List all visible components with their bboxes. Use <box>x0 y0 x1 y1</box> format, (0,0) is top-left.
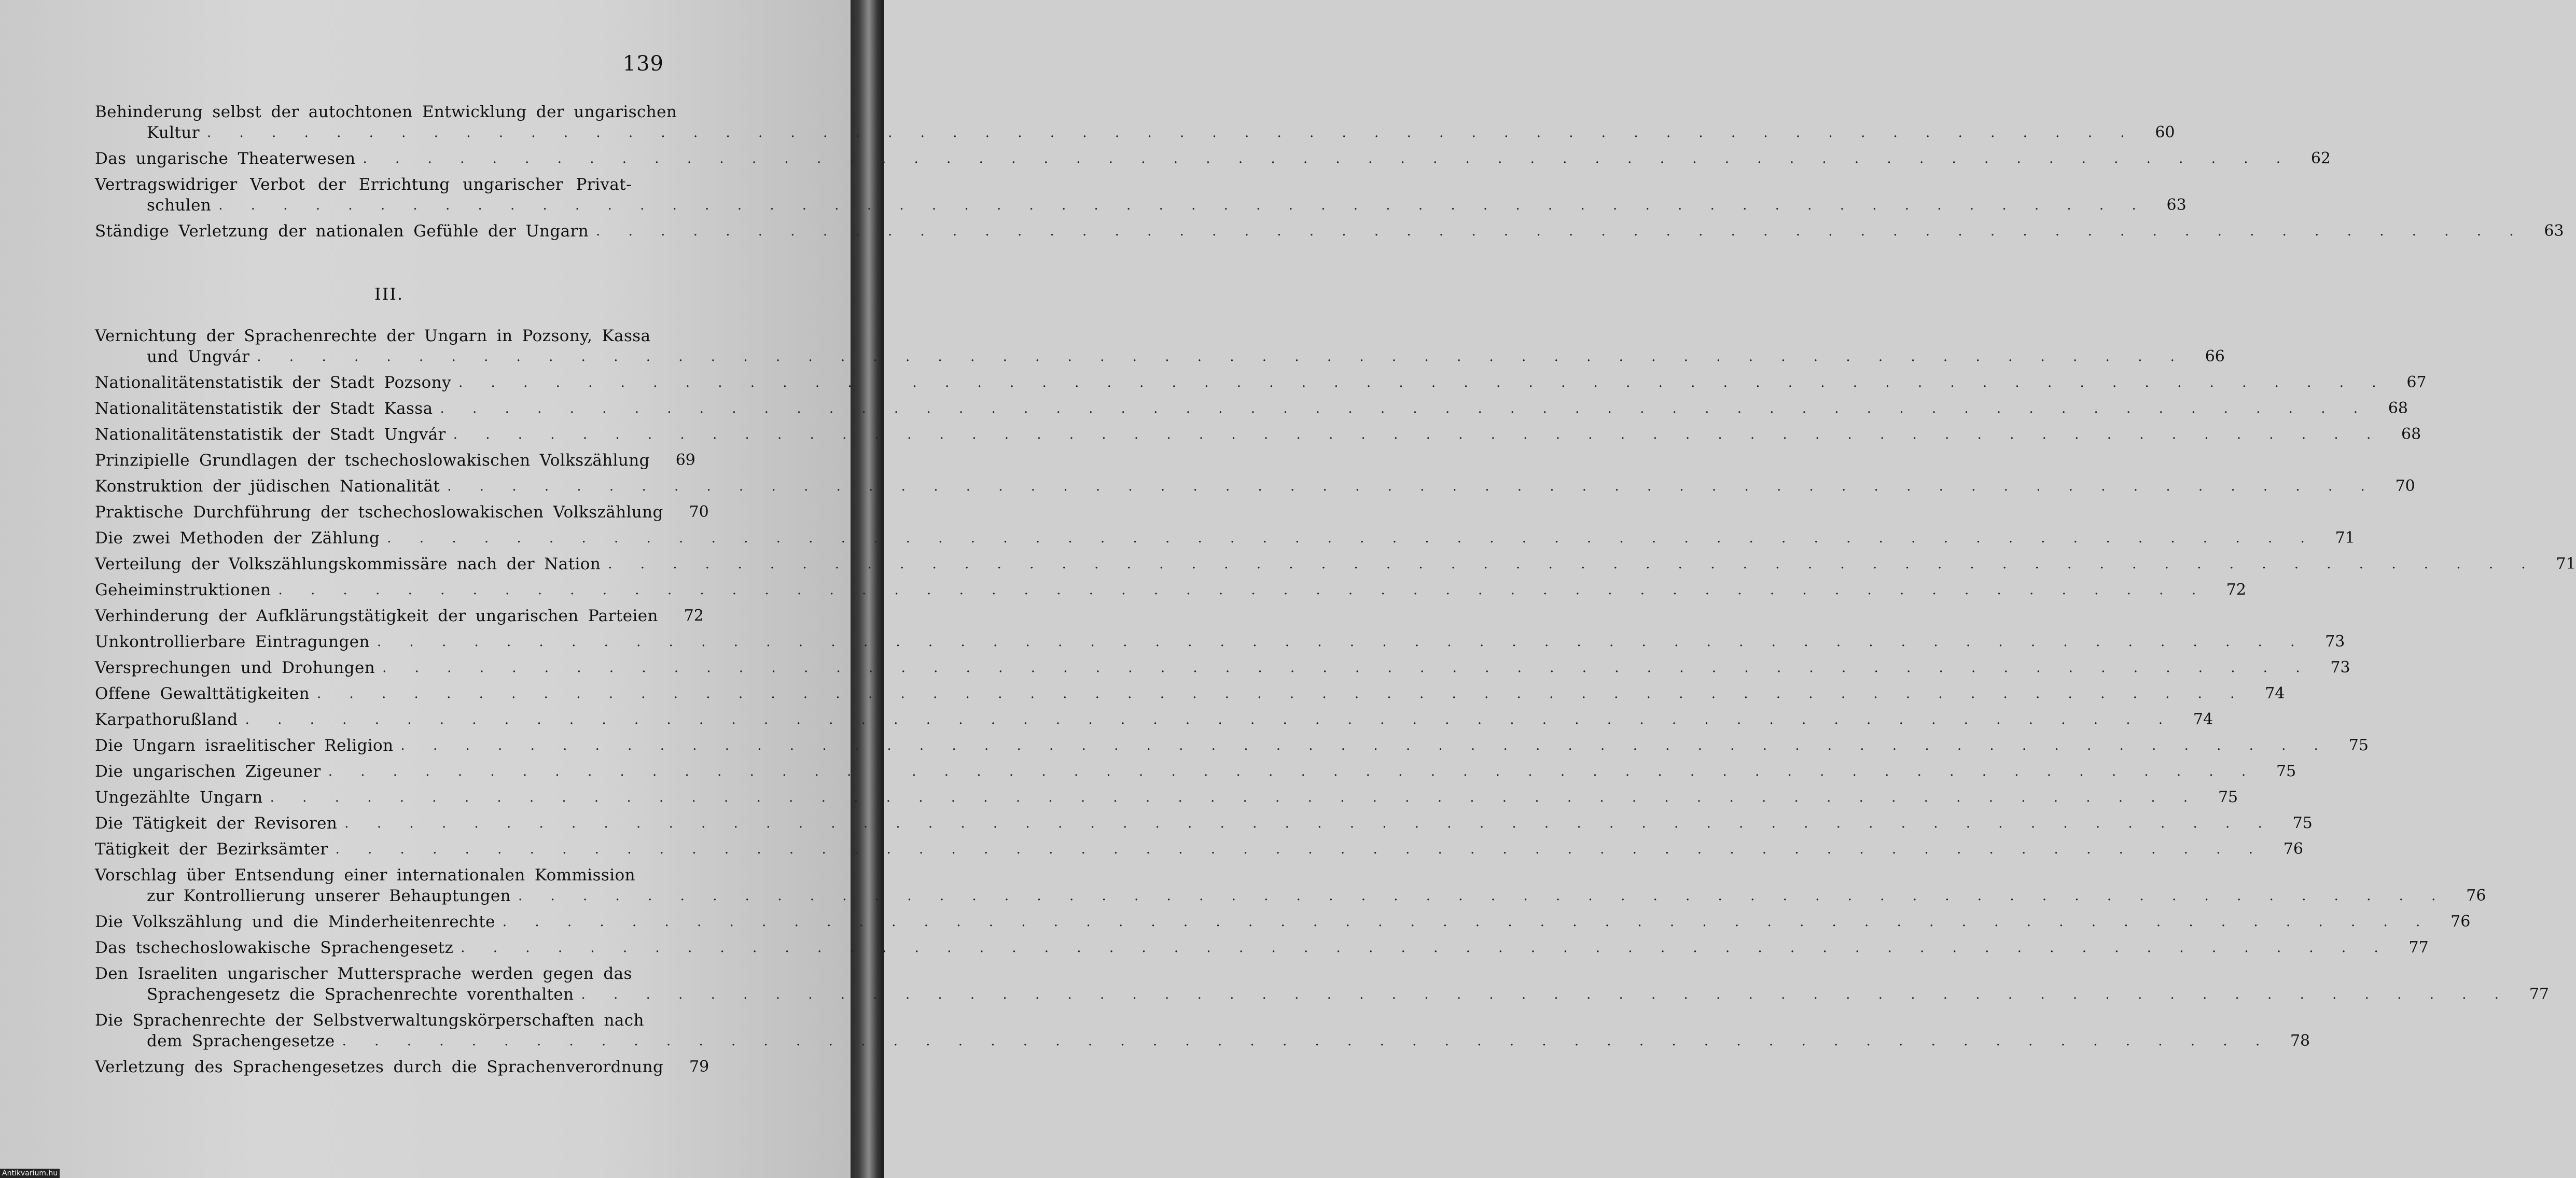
page-number: 139 <box>622 52 664 76</box>
toc-entry-line <box>95 102 677 122</box>
toc-entry <box>95 632 2345 652</box>
toc-entry-line <box>95 221 2564 242</box>
toc-entry-line <box>95 554 2576 574</box>
toc-entry-line <box>95 502 709 523</box>
toc-entry <box>95 911 2471 932</box>
dot-leader: . . . . . . . . . . . . . . . . . . . . . . . . . . . . . . . . . . . . . . . . . . . . . . . . . . . . . . . . . . . . <box>344 816 2274 831</box>
toc-entry-page: 77 <box>2408 938 2429 957</box>
toc-entry-page: 67 <box>2406 373 2427 391</box>
toc-entry-title: Praktische Durchführung der tschechoslowakischen Volkszählung <box>95 503 663 522</box>
toc-entry-title: Verletzung des Sprachengesetzes durch die Sprachenverordnung <box>95 1058 664 1076</box>
toc-entry <box>95 813 2313 834</box>
toc-section-ii-tail <box>95 102 2564 247</box>
toc-entry-title: Die Ungarn israelitischer Religion <box>95 736 394 755</box>
toc-entry-line <box>95 606 704 626</box>
toc-entry-title: Vernichtung der Sprachenrechte der Ungarn in Pozsony, Kassa <box>95 327 651 345</box>
toc-entry <box>95 839 2303 860</box>
toc-entry-line <box>95 372 2427 393</box>
dot-leader: . . . . . . . . . . . . . . . . . . . . . . . . . . . . . . . . . . . . . . . . . . . . . . . . . . . . . . . . . . . . <box>581 987 2511 1002</box>
toc-entry-title: schulen <box>147 196 212 215</box>
toc-entry-line <box>95 886 2486 906</box>
toc-entry-line <box>95 632 2345 652</box>
toc-entry-page: 69 <box>675 451 695 469</box>
toc-entry-line <box>95 148 2331 169</box>
toc-entry-page: 63 <box>2544 222 2564 240</box>
toc-entry <box>95 657 2350 678</box>
toc-entry-line <box>95 813 2313 834</box>
toc-entry-title: Die ungarischen Zigeuner <box>95 762 321 781</box>
toc-entry-line <box>95 1057 709 1077</box>
toc-entry-title: Das ungarische Theaterwesen <box>95 149 356 168</box>
toc-entry-title: zur Kontrollierung unserer Behauptungen <box>147 887 511 905</box>
toc-entry-page: 72 <box>684 607 704 625</box>
toc-entry-line <box>95 865 663 886</box>
dot-leader: . . . . . . . . . . . . . . . . . . . . . . . . . . . . . . . . . . . . . . . . . . . . . . . . . . . . . . . . . . . . <box>596 223 2526 239</box>
toc-entry-line <box>95 195 2187 216</box>
toc-entry-line <box>95 709 2213 730</box>
dot-leader: . . . . . . . . . . . . . . . . . . . . . . . . . . . . . . . . . . . . . . . . . . . . . . . . . . . . . . . . . . . . <box>518 888 2448 904</box>
toc-entry-line <box>95 174 663 195</box>
toc-entry <box>95 148 2331 169</box>
toc-entry-title: Nationalitätenstatistik der Stadt Ungvár <box>95 425 446 444</box>
dot-leader: . . . . . . . . . . . . . . . . . . . . . . . . . . . . . . . . . . . . . . . . . . . . . . . . . . . . . . . . . . . . <box>342 1033 2272 1049</box>
toc-entry-line <box>95 580 2246 600</box>
toc-entry-title: Sprachengesetz die Sprachenrechte vorenthalten <box>147 985 574 1004</box>
toc-entry-title: Ständige Verletzung der nationalen Gefühle der Ungarn <box>95 222 589 241</box>
watermark-text: Antikvarium.hu <box>0 1169 60 1178</box>
toc-entry-line <box>95 424 2421 445</box>
toc-entry-line <box>95 528 2355 549</box>
toc-entry-title: Das tschechoslowakische Sprachengesetz <box>95 938 454 957</box>
dot-leader: . . . . . . . . . . . . . . . . . . . . . . . . . . . . . . . . . . . . . . . . . . . . . . . . . . . . . . . . . . . . <box>608 556 2538 572</box>
toc-entry-line <box>95 450 695 471</box>
toc-entry-title: Geheiminstruktionen <box>95 581 271 599</box>
toc-entry-line <box>95 735 2369 756</box>
section-heading-iii: III. <box>374 284 404 304</box>
toc-entry-page: 70 <box>2395 477 2415 495</box>
toc-entry-page: 75 <box>2276 762 2296 780</box>
toc-entry-title: Vorschlag über Entsendung einer internationalen Kommission <box>95 866 635 885</box>
dot-leader: . . . . . . . . . . . . . . . . . . . . . . . . . . . . . . . . . . . . . . . . . . . . . . . . . . . . . . . . . . . . <box>387 530 2317 546</box>
toc-entry-line <box>95 937 2429 958</box>
toc-entry-title: Die Tätigkeit der Revisoren <box>95 814 338 833</box>
toc-entry-line <box>95 398 2408 419</box>
toc-entry-page: 76 <box>2450 913 2471 931</box>
dot-leader: . . . . . . . . . . . . . . . . . . . . . . . . . . . . . . . . . . . . . . . . . . . . . . . . . . . . . . . . . . . . <box>218 198 2148 213</box>
dot-leader: . . . . . . . . . . . . . . . . . . . . . . . . . . . . . . . . . . . . . . . . . . . . . . . . . . . . . . . . . . . . <box>377 634 2307 650</box>
toc-entry-title: Vertragswidriger Verbot der Errichtung ungarischer Privat- <box>95 175 632 194</box>
dot-leader: . . . . . . . . . . . . . . . . . . . . . . . . . . . . . . . . . . . . . . . . . . . . . . . . . . . . . . . . . . . . <box>502 914 2432 930</box>
toc-entry <box>95 102 2175 143</box>
toc-entry <box>95 937 2429 958</box>
dot-leader: . . . . . . . . . . . . . . . . . . . . . . . . . . . . . . . . . . . . . . . . . . . . . . . . . . . . . . . . . . . . <box>440 401 2370 416</box>
toc-entry-page: 71 <box>2556 555 2576 573</box>
toc-entry-title: Verteilung der Volkszählungskommissäre nach der Nation <box>95 555 601 573</box>
toc-entry <box>95 709 2213 730</box>
toc-entry-page: 75 <box>2292 814 2313 832</box>
toc-entry <box>95 580 2246 600</box>
toc-entry <box>95 174 2187 216</box>
dot-leader: . . . . . . . . . . . . . . . . . . . . . . . . . . . . . . . . . . . . . . . . . . . . . . . . . . . . . . . . . . . . <box>316 686 2247 702</box>
toc-entry-title: Nationalitätenstatistik der Stadt Pozsony <box>95 373 452 392</box>
dot-leader: . . . . . . . . . . . . . . . . . . . . . . . . . . . . . . . . . . . . . . . . . . . . . . . . . . . . . . . . . . . . <box>382 660 2312 676</box>
toc-entry-title: Tätigkeit der Bezirksämter <box>95 840 328 859</box>
toc-entry-page: 72 <box>2226 581 2246 599</box>
toc-entry-page: 76 <box>2283 840 2303 858</box>
toc-entry-title: und Ungvár <box>147 347 250 366</box>
dot-leader: . . . . . . . . . . . . . . . . . . . . . . . . . . . . . . . . . . . . . . . . . . . . . . . . . . . . . . . . . . . . <box>447 479 2377 494</box>
toc-entry-title: Behinderung selbst der autochtonen Entwicklung der ungarischen <box>95 103 677 121</box>
toc-entry-page: 68 <box>2401 425 2421 443</box>
toc-entry-page: 75 <box>2348 736 2369 754</box>
toc-entry-title: Kultur <box>147 123 200 142</box>
toc-entry <box>95 1010 2310 1051</box>
toc-entry-title: Die zwei Methoden der Zählung <box>95 529 380 548</box>
toc-entry <box>95 1057 709 1077</box>
toc-entry-page: 62 <box>2310 149 2331 167</box>
toc-entry <box>95 865 2486 906</box>
dot-leader: . . . . . . . . . . . . . . . . . . . . . . . . . . . . . . . . . . . . . . . . . . . . . . . . . . . . . . . . . . . . <box>257 349 2187 364</box>
toc-entry-title: Nationalitätenstatistik der Stadt Kassa <box>95 399 433 418</box>
toc-entry <box>95 528 2355 549</box>
toc-entry-title: Die Volkszählung und die Minderheitenrechte <box>95 913 495 931</box>
toc-entry-line <box>95 1010 663 1031</box>
toc-entry-page: 60 <box>2155 123 2175 142</box>
toc-entry-line <box>95 761 2296 782</box>
toc-entry-line <box>95 787 2238 808</box>
toc-entry-title: Ungezählte Ungarn <box>95 788 263 807</box>
toc-entry-title: Konstruktion der jüdischen Nationalität <box>95 477 440 496</box>
toc-entry-line <box>95 122 2175 143</box>
toc-entry <box>95 606 704 626</box>
dot-leader: . . . . . . . . . . . . . . . . . . . . . . . . . . . . . . . . . . . . . . . . . . . . . . . . . . . . . . . . . . . . <box>453 427 2383 442</box>
toc-entry-page: 77 <box>2529 985 2550 1003</box>
toc-entry-title: Karpathorußland <box>95 710 238 729</box>
toc-entry-page: 79 <box>689 1058 709 1076</box>
toc-entry-title: Versprechungen und Drohungen <box>95 658 375 677</box>
dot-leader: . . . . . . . . . . . . . . . . . . . . . . . . . . . . . . . . . . . . . . . . . . . . . . . . . . . . . . . . . . . . <box>461 940 2390 956</box>
toc-entry-page: 76 <box>2466 887 2486 905</box>
dot-leader: . . . . . . . . . . . . . . . . . . . . . . . . . . . . . . . . . . . . . . . . . . . . . . . . . . . . . . . . . . . . <box>458 375 2388 390</box>
dot-leader: . . . . . . . . . . . . . . . . . . . . . . . . . . . . . . . . . . . . . . . . . . . . . . . . . . . . . . . . . . . . <box>335 842 2265 857</box>
dot-leader: . . . . . . . . . . . . . . . . . . . . . . . . . . . . . . . . . . . . . . . . . . . . . . . . . . . . . . . . . . . . <box>363 151 2293 166</box>
toc-entry-page: 73 <box>2325 633 2345 651</box>
toc-entry-page: 78 <box>2290 1032 2310 1050</box>
toc-entry <box>95 476 2415 497</box>
toc-entry-line <box>95 346 2225 367</box>
toc-entry-title: Prinzipielle Grundlagen der tschechoslowakischen Volkszählung <box>95 451 650 470</box>
toc-entry-page: 70 <box>689 503 709 521</box>
toc-entry-page: 75 <box>2218 788 2238 806</box>
toc-entry-title: dem Sprachengesetze <box>147 1032 335 1050</box>
toc-entry-title: Den Israeliten ungarischer Muttersprache werden gegen das <box>95 964 632 983</box>
toc-entry <box>95 683 2285 704</box>
toc-entry <box>95 502 709 523</box>
toc-entry <box>95 554 2576 574</box>
toc-entry-page: 74 <box>2265 684 2285 703</box>
dot-leader: . . . . . . . . . . . . . . . . . . . . . . . . . . . . . . . . . . . . . . . . . . . . . . . . . . . . . . . . . . . . <box>270 790 2200 805</box>
toc-section-iii <box>95 326 2576 1083</box>
toc-entry-title: Die Sprachenrechte der Selbstverwaltungskörperschaften nach <box>95 1011 644 1030</box>
toc-entry-title: Offene Gewalttätigkeiten <box>95 684 310 703</box>
toc-entry <box>95 326 2225 367</box>
toc-entry <box>95 735 2369 756</box>
toc-entry <box>95 787 2238 808</box>
toc-entry-title: Verhinderung der Aufklärungstätigkeit der ungarischen Parteien <box>95 607 658 625</box>
toc-entry-line <box>95 984 2550 1005</box>
toc-entry-line <box>95 911 2471 932</box>
toc-entry-line <box>95 326 663 346</box>
dot-leader: . . . . . . . . . . . . . . . . . . . . . . . . . . . . . . . . . . . . . . . . . . . . . . . . . . . . . . . . . . . . <box>245 712 2175 727</box>
toc-entry <box>95 372 2427 393</box>
toc-entry <box>95 424 2421 445</box>
toc-entry-page: 63 <box>2166 196 2187 214</box>
toc-entry-line <box>95 963 663 984</box>
toc-entry-page: 74 <box>2193 710 2213 728</box>
toc-entry-page: 68 <box>2388 399 2408 417</box>
toc-entry <box>95 963 2550 1005</box>
toc-entry-line <box>95 683 2285 704</box>
toc-entry-page: 73 <box>2330 658 2350 677</box>
dot-leader: . . . . . . . . . . . . . . . . . . . . . . . . . . . . . . . . . . . . . . . . . . . . . . . . . . . . . . . . . . . . <box>328 764 2258 779</box>
toc-entry <box>95 761 2296 782</box>
toc-entry-line <box>95 839 2303 860</box>
toc-entry-page: 71 <box>2335 529 2355 547</box>
toc-entry-line <box>95 657 2350 678</box>
toc-entry <box>95 221 2564 242</box>
toc-entry-line <box>95 476 2415 497</box>
toc-entry-title: Unkontrollierbare Eintragungen <box>95 633 370 651</box>
dot-leader: . . . . . . . . . . . . . . . . . . . . . . . . . . . . . . . . . . . . . . . . . . . . . . . . . . . . . . . . . . . . <box>207 125 2137 141</box>
dot-leader: . . . . . . . . . . . . . . . . . . . . . . . . . . . . . . . . . . . . . . . . . . . . . . . . . . . . . . . . . . . . <box>400 738 2330 753</box>
toc-entry-page: 66 <box>2205 347 2225 366</box>
toc-entry <box>95 398 2408 419</box>
toc-entry-line <box>95 1031 2310 1051</box>
dot-leader: . . . . . . . . . . . . . . . . . . . . . . . . . . . . . . . . . . . . . . . . . . . . . . . . . . . . . . . . . . . . <box>278 582 2208 598</box>
toc-entry <box>95 450 695 471</box>
